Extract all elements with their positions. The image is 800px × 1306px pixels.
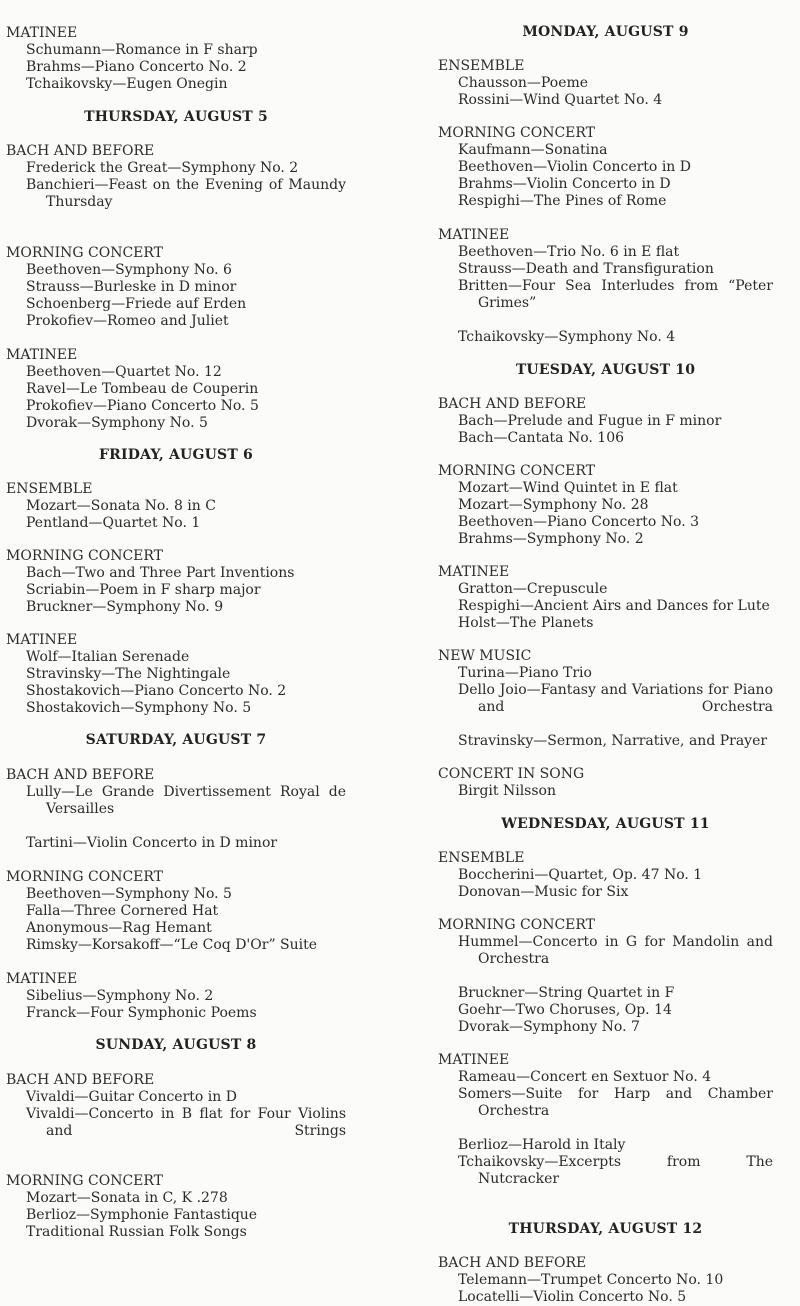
program-label: ENSEMBLE (438, 850, 525, 866)
piece-item: Beethoven—Piano Concerto No. 3 (458, 514, 700, 530)
program-section (6, 548, 346, 616)
piece-item: Dvorak—Symphony No. 5 (26, 415, 208, 431)
piece-item: Bruckner—Symphony No. 9 (26, 599, 224, 615)
piece-item: Shostakovich—Symphony No. 5 (26, 700, 252, 716)
piece-item: Falla—Three Cornered Hat (26, 903, 219, 919)
program-column-left (6, 0, 346, 1241)
program-section (438, 227, 773, 346)
program-section (6, 347, 346, 432)
program-label: MORNING CONCERT (6, 548, 164, 564)
piece-item: Wolf—Italian Serenade (26, 649, 190, 665)
piece-item: Bach—Two and Three Part Inventions (26, 565, 295, 581)
piece-item: Tartini—Violin Concerto in D minor (26, 835, 278, 851)
piece-item: Rimsky—Korsakoff—“Le Coq D'Or” Suite (26, 937, 318, 953)
program-section (6, 869, 346, 954)
day-header: FRIDAY, AUGUST 6 (99, 447, 253, 463)
program-label: MORNING CONCERT (6, 1173, 164, 1189)
program-section (438, 463, 773, 548)
program-section (438, 58, 773, 109)
piece-item: Hummel—Concerto in G for Mandolin and Orchestra (458, 934, 773, 967)
piece-item: Strauss—Death and Transfiguration (458, 261, 714, 277)
program-section (6, 632, 346, 717)
piece-item: Dello Joio—Fantasy and Variations for Piano and Orchestra (458, 682, 773, 715)
piece-item: Bach—Cantata No. 106 (458, 430, 625, 446)
program-label: MORNING CONCERT (438, 125, 596, 141)
piece-item: Frederick the Great—Symphony No. 2 (26, 160, 299, 176)
piece-item: Brahms—Symphony No. 2 (458, 531, 644, 547)
piece-item: Brahms—Violin Concerto in D (458, 176, 671, 192)
program-section (438, 648, 773, 750)
piece-item: Boccherini—Quartet, Op. 47 No. 1 (458, 867, 703, 883)
piece-item: Dvorak—Symphony No. 7 (458, 1019, 640, 1035)
piece-item: Beethoven—Symphony No. 5 (26, 886, 232, 902)
program-label: BACH AND BEFORE (438, 396, 587, 412)
piece-item: Bach—Prelude and Fugue in F minor (458, 413, 722, 429)
piece-item: Vivaldi—Guitar Concerto in D (26, 1089, 237, 1105)
piece-item: Berlioz—Symphonie Fantastique (26, 1207, 258, 1223)
piece-item: Rameau—Concert en Sextuor No. 4 (458, 1069, 712, 1085)
piece-item: Chausson—Poeme (458, 75, 589, 91)
piece-item: Goehr—Two Choruses, Op. 14 (458, 1002, 672, 1018)
piece-item: Respighi—The Pines of Rome (458, 193, 667, 209)
piece-item: Schoenberg—Friede auf Erden (26, 296, 247, 312)
program-label: MATINEE (6, 25, 78, 41)
program-label: MATINEE (6, 971, 78, 987)
program-label: CONCERT IN SONG (438, 766, 585, 782)
program-section (6, 481, 346, 532)
piece-item: Berlioz—Harold in Italy (458, 1137, 626, 1153)
piece-item: Prokofiev—Romeo and Juliet (26, 313, 229, 329)
piece-item: Brahms—Piano Concerto No. 2 (26, 59, 247, 75)
piece-item: Respighi—Ancient Airs and Dances for Lute (458, 598, 770, 614)
program-section (438, 125, 773, 210)
program-label: MATINEE (6, 347, 78, 363)
program-section (438, 850, 773, 901)
program-label: ENSEMBLE (438, 58, 525, 74)
piece-item: Tchaikovsky—Excerpts from The Nutcracker (458, 1154, 773, 1187)
piece-item: Sibelius—Symphony No. 2 (26, 988, 214, 1004)
program-label: BACH AND BEFORE (6, 1072, 155, 1088)
piece-item: Mozart—Symphony No. 28 (458, 497, 649, 513)
program-section (6, 143, 346, 228)
piece-item: Anonymous—Rag Hemant (26, 920, 212, 936)
piece-item: Beethoven—Violin Concerto in D (458, 159, 691, 175)
piece-item: Pentland—Quartet No. 1 (26, 515, 201, 531)
day-header: SUNDAY, AUGUST 8 (95, 1037, 257, 1053)
piece-item: Lully—Le Grande Divertissement Royal de Versailles (26, 784, 346, 817)
piece-item: Mozart—Sonata No. 8 in C (26, 498, 216, 514)
piece-item: Stravinsky—The Nightingale (26, 666, 231, 682)
program-label: MATINEE (438, 564, 510, 580)
piece-item: Vivaldi—Concerto in B flat for Four Violins and Strings (26, 1106, 346, 1139)
piece-item: Beethoven—Symphony No. 6 (26, 262, 232, 278)
piece-item: Holst—The Planets (458, 615, 594, 631)
piece-item: Scriabin—Poem in F sharp major (26, 582, 261, 598)
program-section (438, 1052, 773, 1205)
piece-item: Shostakovich—Piano Concerto No. 2 (26, 683, 287, 699)
piece-item: Birgit Nilsson (458, 783, 556, 799)
program-label: MORNING CONCERT (438, 917, 596, 933)
piece-item: Tchaikovsky—Symphony No. 4 (458, 329, 676, 345)
piece-item: Beethoven—Quartet No. 12 (26, 364, 222, 380)
piece-item: Donovan—Music for Six (458, 884, 629, 900)
day-header: WEDNESDAY, AUGUST 11 (501, 816, 710, 832)
piece-item: Kaufmann—Sonatina (458, 142, 608, 158)
piece-item: Britten—Four Sea Interludes from “Peter Grimes” (458, 278, 773, 311)
program-section (6, 1072, 346, 1157)
program-section (6, 1173, 346, 1241)
piece-item: Mozart—Sonata in C, K .278 (26, 1190, 228, 1206)
program-label: MATINEE (438, 1052, 510, 1068)
piece-item: Rossini—Wind Quartet No. 4 (458, 92, 663, 108)
program-label: BACH AND BEFORE (6, 143, 155, 159)
program-section (438, 917, 773, 1036)
day-header: MONDAY, AUGUST 9 (522, 24, 689, 40)
program-label: BACH AND BEFORE (6, 767, 155, 783)
program-section (438, 564, 773, 632)
piece-item: Franck—Four Symphonic Poems (26, 1005, 257, 1021)
piece-item: Beethoven—Trio No. 6 in E flat (458, 244, 680, 260)
day-header: THURSDAY, AUGUST 5 (84, 109, 268, 125)
piece-item: Turina—Piano Trio (458, 665, 592, 681)
program-column-right (438, 0, 773, 1306)
day-header: THURSDAY, AUGUST 12 (508, 1221, 703, 1237)
piece-item: Bruckner—String Quartet in F (458, 985, 675, 1001)
piece-item: Traditional Russian Folk Songs (26, 1224, 247, 1240)
program-label: MORNING CONCERT (6, 869, 164, 885)
piece-item: Tchaikovsky—Eugen Onegin (26, 76, 228, 92)
program-section (6, 245, 346, 330)
piece-item: Locatelli—Violin Concerto No. 5 (458, 1289, 687, 1305)
piece-item: Gratton—Crepuscule (458, 581, 608, 597)
piece-item: Mozart—Wind Quintet in E flat (458, 480, 678, 496)
day-header: TUESDAY, AUGUST 10 (515, 362, 696, 378)
program-section (6, 971, 346, 1022)
piece-item: Schumann—Romance in F sharp (26, 42, 258, 58)
program-label: ENSEMBLE (6, 481, 93, 497)
program-section (438, 396, 773, 447)
program-section (438, 766, 773, 800)
program-label: MORNING CONCERT (6, 245, 164, 261)
piece-item: Stravinsky—Sermon, Narrative, and Prayer (458, 733, 768, 749)
program-label: NEW MUSIC (438, 648, 532, 664)
day-header: SATURDAY, AUGUST 7 (85, 732, 267, 748)
program-label: MATINEE (6, 632, 78, 648)
program-label: BACH AND BEFORE (438, 1255, 587, 1271)
program-label: MORNING CONCERT (438, 463, 596, 479)
program-label: MATINEE (438, 227, 510, 243)
piece-item: Strauss—Burleske in D minor (26, 279, 237, 295)
program-section (438, 1255, 773, 1306)
piece-item: Prokofiev—Piano Concerto No. 5 (26, 398, 259, 414)
piece-item: Telemann—Trumpet Concerto No. 10 (458, 1272, 724, 1288)
piece-item: Banchieri—Feast on the Evening of Maundy Thursday (26, 177, 346, 210)
piece-item: Somers—Suite for Harp and Chamber Orchestra (458, 1086, 773, 1119)
program-section (6, 767, 346, 852)
program-section (6, 25, 346, 93)
piece-item: Ravel—Le Tombeau de Couperin (26, 381, 259, 397)
